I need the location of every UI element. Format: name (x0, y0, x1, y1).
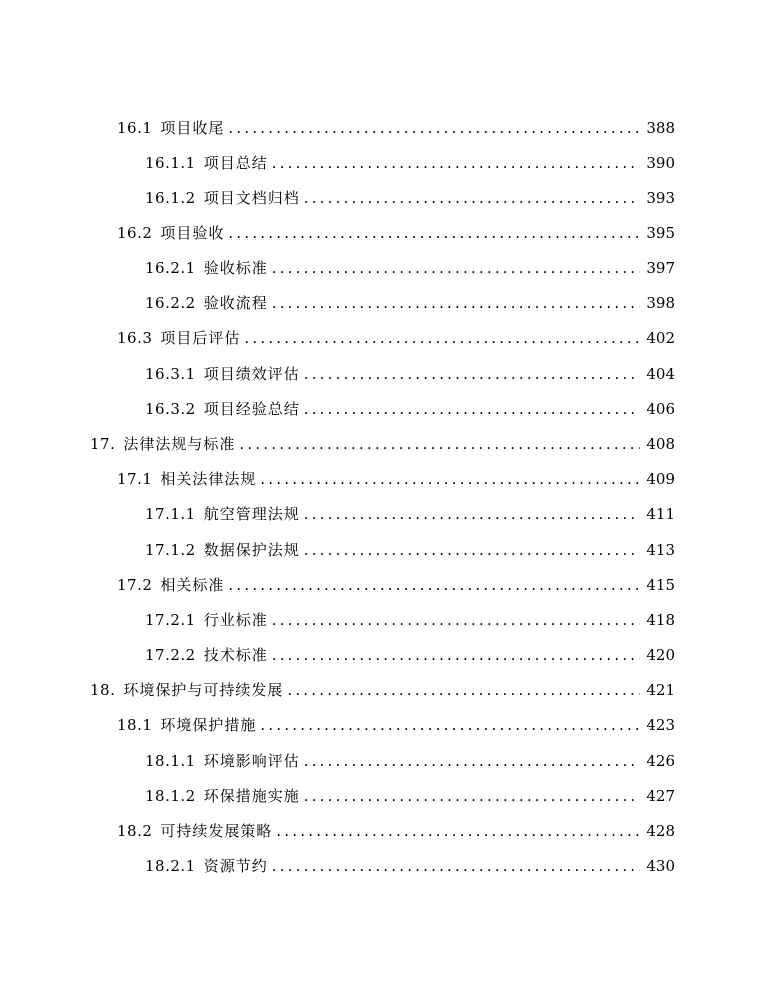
toc-dot-leader (244, 329, 640, 347)
toc-dot-leader (239, 435, 640, 453)
toc-page-number: 388 (646, 119, 675, 137)
toc-dot-leader (304, 365, 641, 383)
toc-entry-17[interactable] (90, 429, 675, 453)
toc-entry-number: 16.3 (117, 329, 153, 347)
toc-dot-leader (228, 224, 640, 242)
toc-entry-16-1-2[interactable] (145, 183, 675, 207)
toc-entry-number: 18. (90, 681, 116, 699)
toc-page-number: 430 (646, 857, 675, 875)
toc-entry-17-1[interactable] (117, 464, 675, 488)
toc-entry-number: 16.2.1 (145, 259, 196, 277)
toc-entry-number: 18.1.2 (145, 787, 196, 805)
toc-entry-16-1-1[interactable] (145, 148, 675, 172)
toc-entry-number: 18.1.1 (145, 752, 196, 770)
toc-entry-18-2[interactable] (117, 816, 675, 840)
toc-entry-number: 16.1 (117, 119, 153, 137)
toc-page-number: 398 (646, 294, 675, 312)
toc-entry-number: 17.2.1 (145, 611, 196, 629)
toc-dot-leader (272, 154, 641, 172)
toc-dot-leader (260, 716, 640, 734)
toc-page-number: 402 (646, 329, 675, 347)
toc-entry-title: 项目文档归档 (203, 189, 300, 207)
toc-entry-18-1-2[interactable] (145, 781, 675, 805)
toc-entry-title: 数据保护法规 (203, 541, 300, 559)
toc-page-number: 393 (646, 189, 675, 207)
toc-entry-number: 17.1.2 (145, 541, 196, 559)
toc-entry-number: 17.1.1 (145, 505, 196, 523)
toc-entry-number: 17.2.2 (145, 646, 196, 664)
toc-dot-leader (272, 611, 641, 629)
toc-entry-title: 相关法律法规 (160, 470, 257, 488)
toc-entry-title: 资源节约 (203, 857, 268, 875)
toc-entry-number: 18.2.1 (145, 857, 196, 875)
toc-page-number: 415 (646, 576, 675, 594)
toc-dot-leader (272, 259, 641, 277)
toc-entry-18[interactable] (90, 675, 675, 699)
toc-dot-leader (304, 400, 641, 418)
toc-entry-title: 环境影响评估 (203, 752, 300, 770)
toc-entry-number: 16.2 (117, 224, 153, 242)
toc-page-number: 428 (646, 822, 675, 840)
toc-dot-leader (287, 681, 640, 699)
toc-entry-number: 16.3.2 (145, 400, 196, 418)
toc-dot-leader (272, 857, 641, 875)
toc-entry-18-1[interactable] (117, 710, 675, 734)
toc-entry-17-1-1[interactable] (145, 499, 675, 523)
toc-entry-number: 17.1 (117, 470, 153, 488)
toc-page-number: 413 (646, 541, 675, 559)
toc-page-number: 406 (646, 400, 675, 418)
toc-page-number: 390 (646, 154, 675, 172)
toc-entry-18-1-1[interactable] (145, 746, 675, 770)
toc-entry-title: 法律法规与标准 (123, 435, 236, 453)
toc-page-number: 427 (646, 787, 675, 805)
toc-entry-16-3-2[interactable] (145, 394, 675, 418)
toc-entry-title: 相关标准 (160, 576, 225, 594)
toc-entry-17-2-1[interactable] (145, 605, 675, 629)
toc-entry-number: 17.2 (117, 576, 153, 594)
toc-page-number: 408 (646, 435, 675, 453)
toc-entry-18-2-1[interactable] (145, 851, 675, 875)
toc-entry-number: 16.1.1 (145, 154, 196, 172)
toc-entry-16-2-1[interactable] (145, 253, 675, 277)
toc-dot-leader (304, 752, 641, 770)
toc-page-number: 397 (646, 259, 675, 277)
toc-entry-number: 18.1 (117, 716, 153, 734)
toc-entry-title: 验收标准 (203, 259, 268, 277)
toc-dot-leader (304, 541, 641, 559)
toc-entry-16-3[interactable] (117, 323, 675, 347)
toc-entry-title: 验收流程 (203, 294, 268, 312)
toc-dot-leader (304, 189, 641, 207)
toc-page-number: 411 (646, 505, 675, 523)
toc-page-number: 420 (646, 646, 675, 664)
toc-dot-leader (228, 576, 640, 594)
toc-entry-number: 18.2 (117, 822, 153, 840)
toc-entry-title: 可持续发展策略 (160, 822, 273, 840)
toc-page-number: 426 (646, 752, 675, 770)
toc-entry-16-2-2[interactable] (145, 288, 675, 312)
toc-dot-leader (272, 294, 641, 312)
toc-page-number: 404 (646, 365, 675, 383)
toc-entry-title: 项目总结 (203, 154, 268, 172)
toc-entry-17-2-2[interactable] (145, 640, 675, 664)
toc-page-number: 395 (646, 224, 675, 242)
toc-dot-leader (228, 119, 640, 137)
toc-entry-title: 技术标准 (203, 646, 268, 664)
toc-entry-number: 16.1.2 (145, 189, 196, 207)
toc-page-number: 418 (646, 611, 675, 629)
toc-dot-leader (276, 822, 640, 840)
toc-entry-16-1[interactable] (117, 113, 675, 137)
toc-entry-title: 项目验收 (160, 224, 225, 242)
toc-entry-number: 16.3.1 (145, 365, 196, 383)
toc-entry-number: 17. (90, 435, 116, 453)
toc-page-number: 421 (646, 681, 675, 699)
toc-entry-17-1-2[interactable] (145, 535, 675, 559)
toc-dot-leader (272, 646, 641, 664)
toc-dot-leader (304, 787, 641, 805)
toc-entry-title: 行业标准 (203, 611, 268, 629)
toc-entry-17-2[interactable] (117, 570, 675, 594)
toc-page-number: 409 (646, 470, 675, 488)
toc-entry-title: 航空管理法规 (203, 505, 300, 523)
toc-entry-16-2[interactable] (117, 218, 675, 242)
toc-entry-number: 16.2.2 (145, 294, 196, 312)
toc-dot-leader (304, 505, 641, 523)
toc-entry-title: 项目后评估 (160, 329, 241, 347)
toc-entry-title: 项目收尾 (160, 119, 225, 137)
toc-entry-16-3-1[interactable] (145, 359, 675, 383)
toc-dot-leader (260, 470, 640, 488)
toc-entry-title: 项目经验总结 (203, 400, 300, 418)
toc-entry-title: 环境保护措施 (160, 716, 257, 734)
toc-entry-title: 环境保护与可持续发展 (123, 681, 284, 699)
toc-entry-title: 环保措施实施 (203, 787, 300, 805)
toc-page-number: 423 (646, 716, 675, 734)
toc-entry-title: 项目绩效评估 (203, 365, 300, 383)
